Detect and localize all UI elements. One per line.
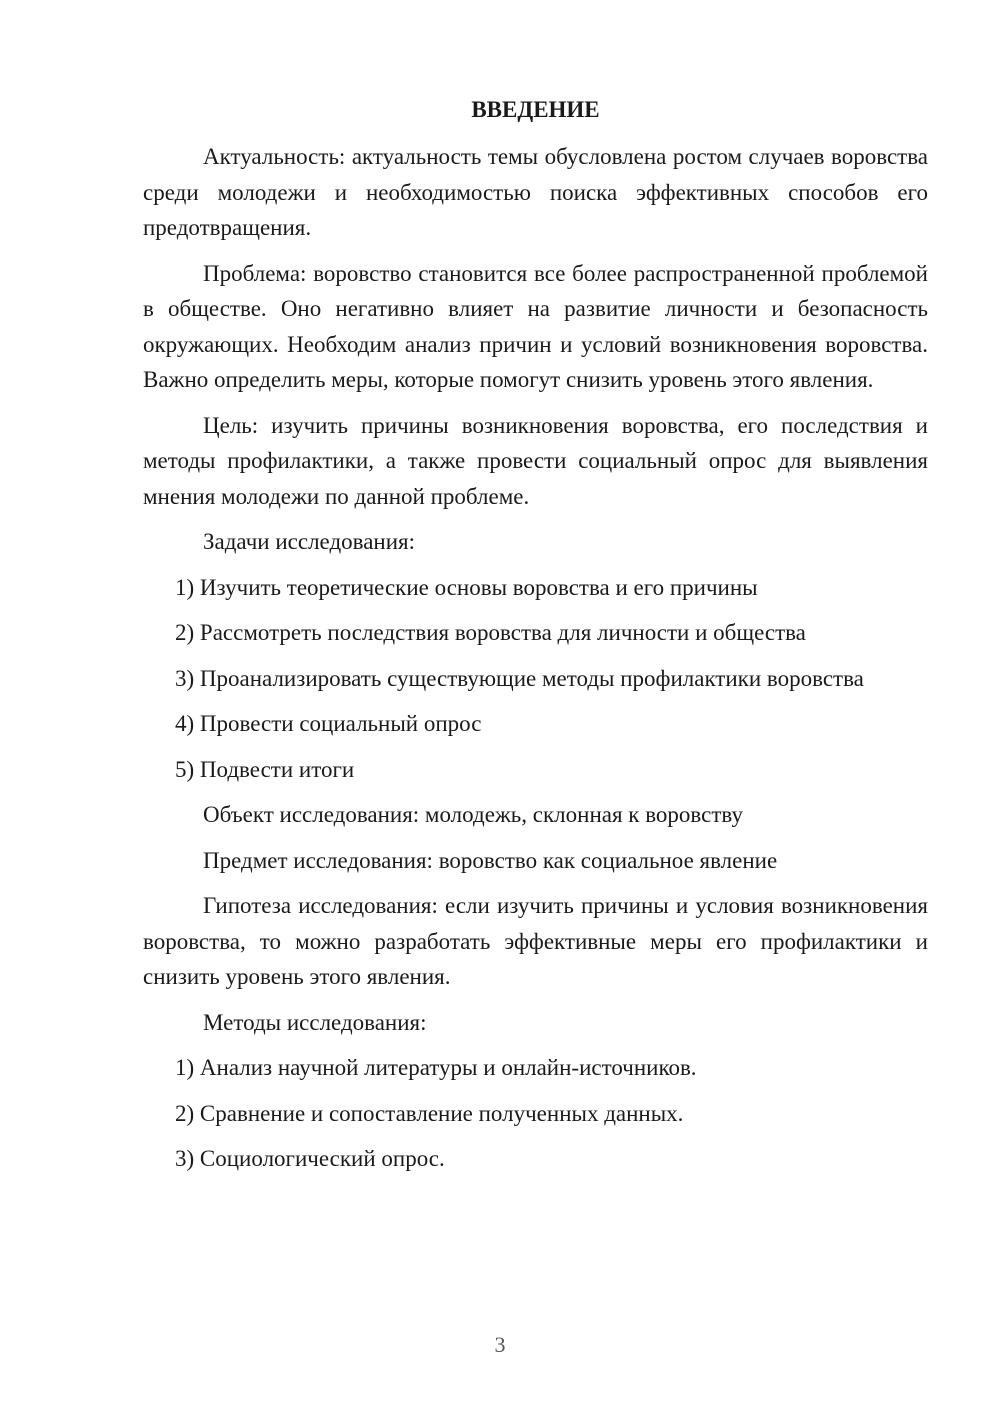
hypothesis-paragraph: Гипотеза исследования: если изучить причины и условия возникновения воровства, то можно разработать эффективные меры его профилактики и снизить уровень этого явления.: [143, 893, 928, 989]
tasks-list: [143, 570, 928, 788]
list-item: 1) Изучить теоретические основы воровства и его причины: [175, 574, 758, 600]
list-item: 5) Подвести итоги: [175, 756, 355, 782]
subject-line: Предмет исследования: воровство как социальное явление: [203, 847, 778, 873]
list-item: 1) Анализ научной литературы и онлайн-источников.: [175, 1055, 697, 1080]
goal-paragraph: Цель: изучить причины возникновения воровства, его последствия и методы профилактики, а также провести социальный опрос для выявления мнения молодежи по данной проблеме.: [143, 412, 928, 509]
page-title: ВВЕДЕНИЕ: [471, 97, 600, 122]
list-item: 4) Провести социальный опрос: [175, 711, 482, 736]
methods-heading: Методы исследования:: [203, 1009, 427, 1035]
list-item: 2) Сравнение и сопоставление полученных данных.: [175, 1100, 684, 1126]
list-item: 3) Проанализировать существующие методы профилактики воровства: [175, 665, 864, 691]
problem-paragraph: Проблема: воровство становится все более распространенной проблемой в обществе. Оно негативно влияет на развитие личности и безопасность окружающих. Необходим анализ причин и условий возникновения воровства. Важно определить меры, которые помогут снизить уровень этого явления.: [143, 260, 928, 392]
list-item: 3) Социологический опрос.: [175, 1146, 445, 1171]
page-content: [143, 92, 928, 1187]
methods-list: [143, 1050, 928, 1177]
list-item: 2) Рассмотреть последствия воровства для личности и общества: [175, 620, 806, 645]
tasks-heading: Задачи исследования:: [203, 529, 416, 554]
page-number: 3: [494, 1332, 506, 1357]
object-line: Объект исследования: молодежь, склонная к воровству: [203, 802, 743, 827]
relevance-paragraph: Актуальность: актуальность темы обусловлена ростом случаев воровства среди молодежи и необходимостью поиска эффективных способов его предотвращения.: [143, 144, 928, 240]
